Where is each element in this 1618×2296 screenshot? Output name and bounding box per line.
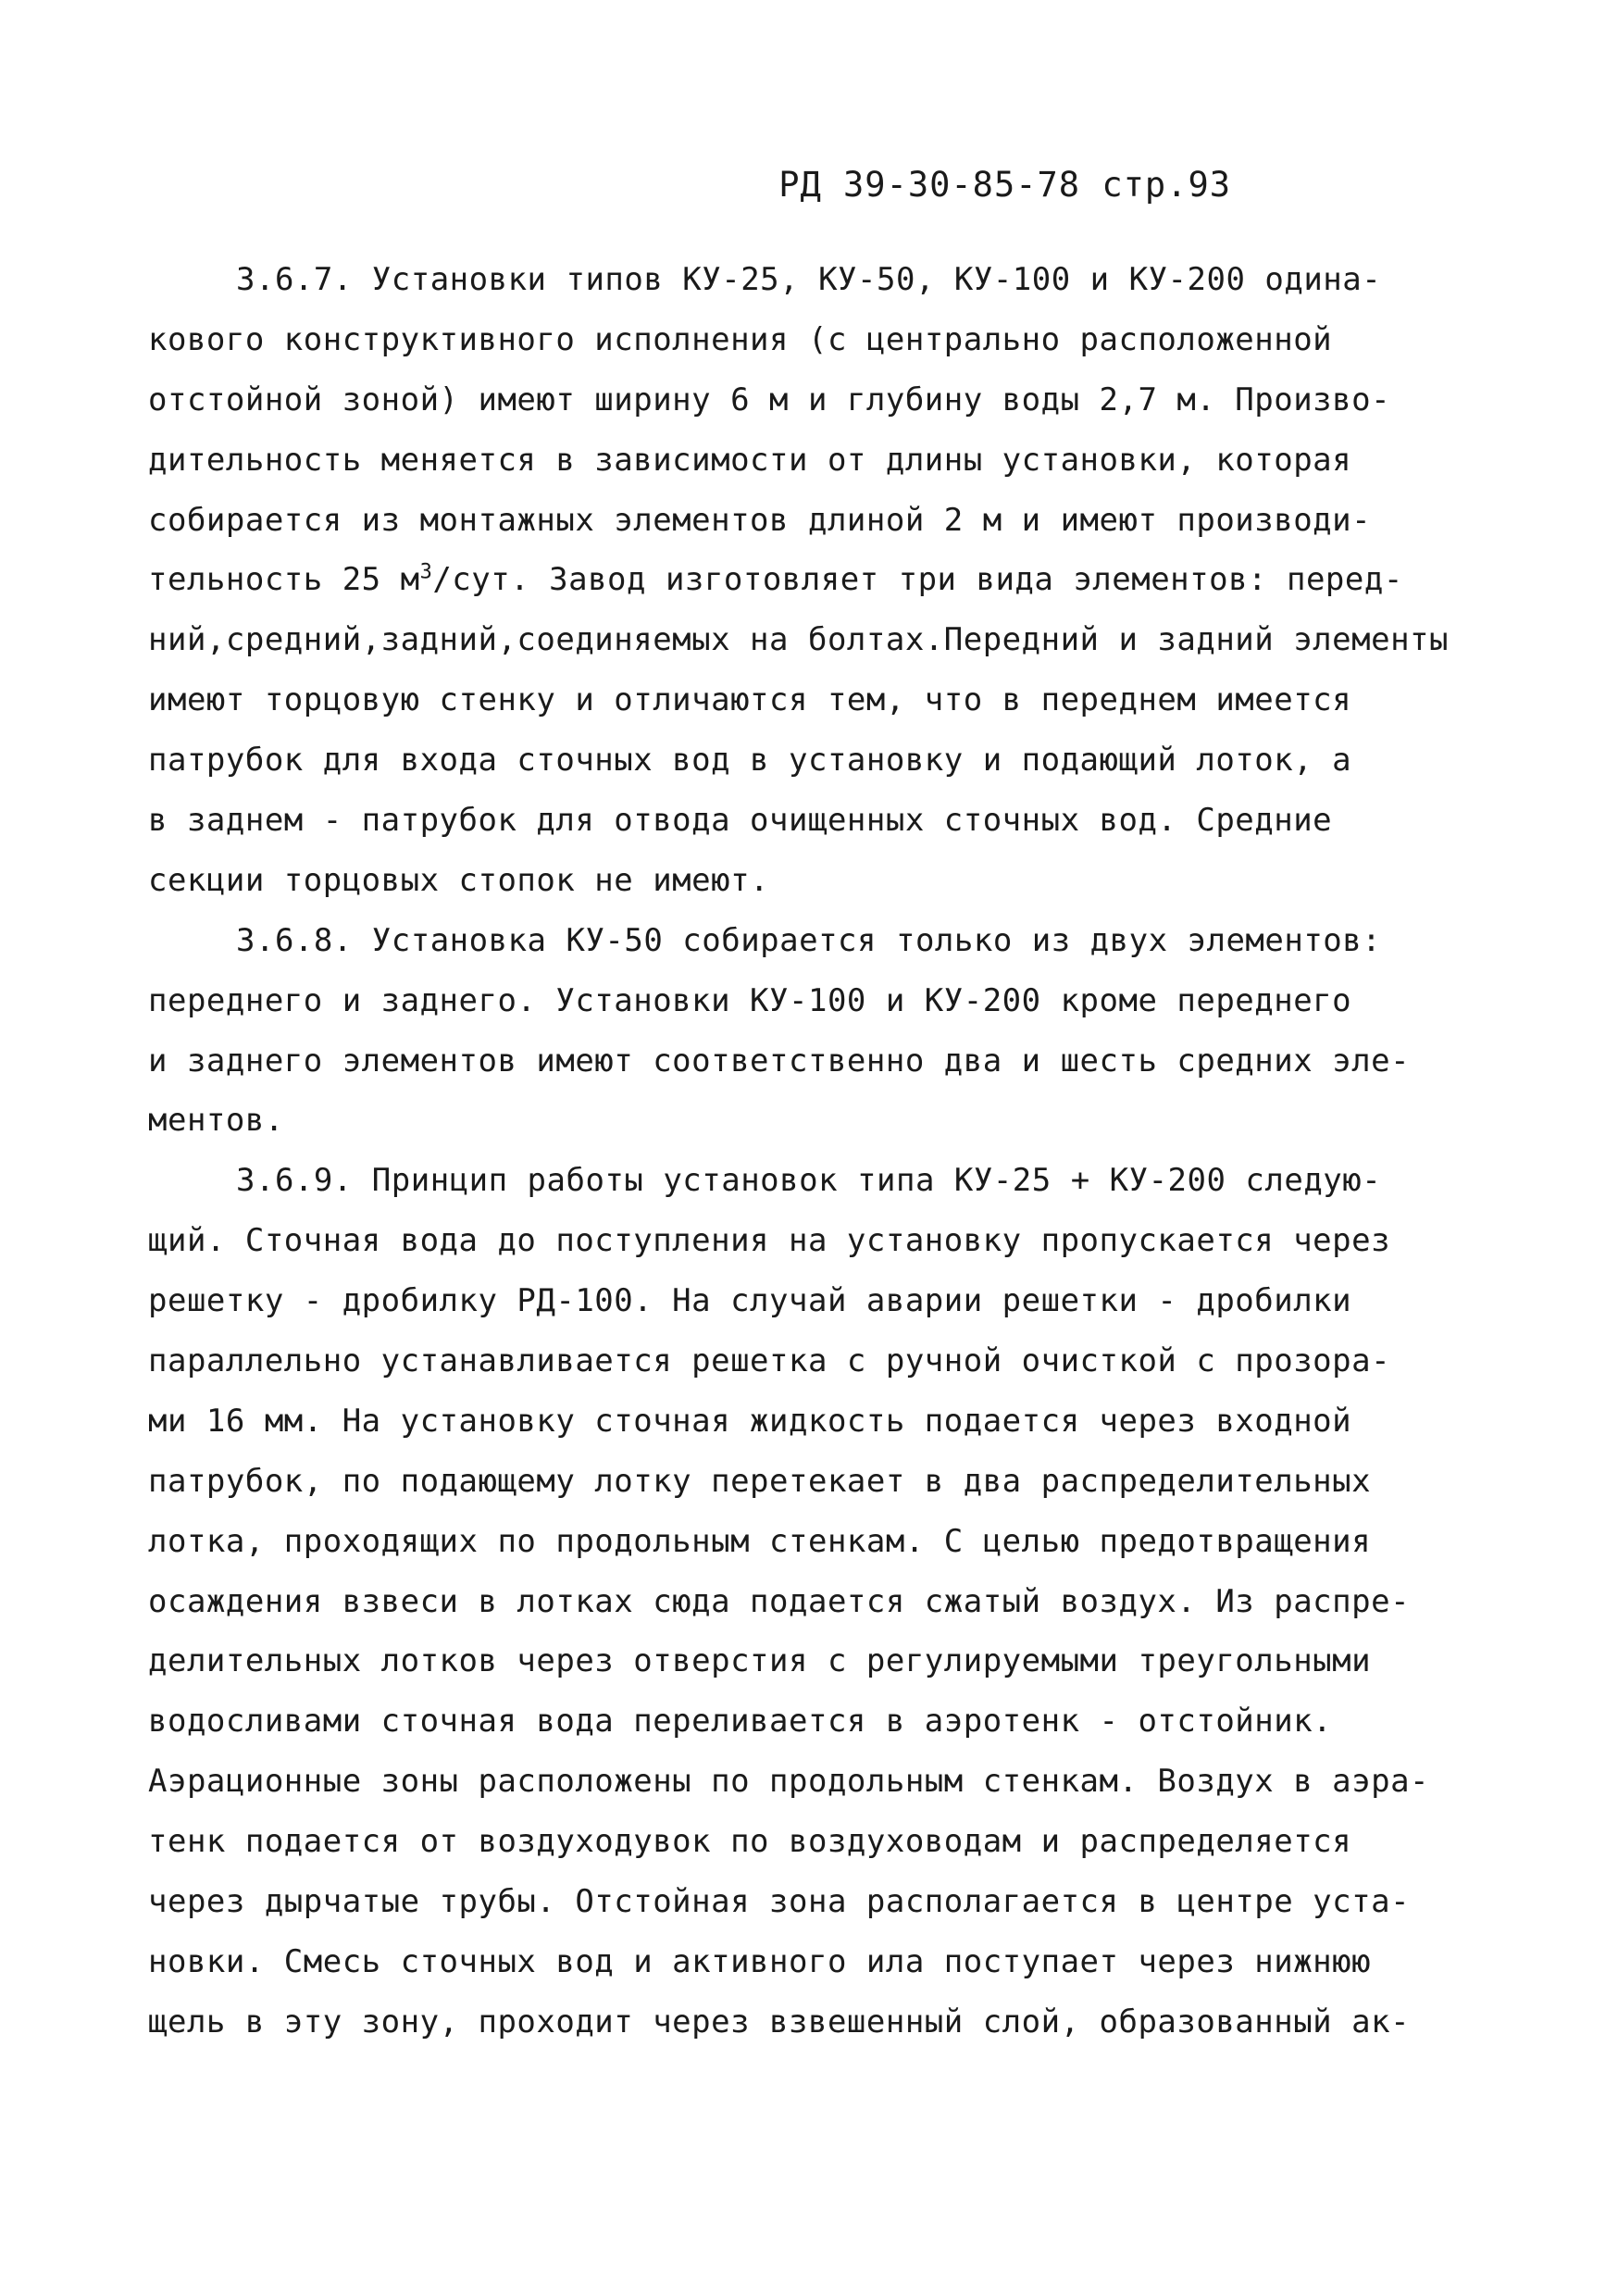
text-fragment: тельность 25 м	[148, 561, 420, 599]
text-line: 3.6.7. Установки типов КУ-25, КУ-50, КУ-100 и КУ-200 одина-	[236, 261, 1382, 298]
text-line	[148, 550, 1472, 610]
text-line: 3.6.8. Установка КУ-50 собирается только из двух элементов:	[236, 921, 1382, 959]
text-line: осаждения взвеси в лотках сюда подается сжатый воздух. Из распре-	[148, 1582, 1411, 1620]
text-line: в заднем - патрубок для отвода очищенных сточных вод. Средние	[148, 802, 1333, 840]
text-line: переднего и заднего. Установки КУ-100 и КУ-200 кроме переднего	[148, 981, 1352, 1019]
text-line: и заднего элементов имеют соответственно два и шесть средних эле-	[148, 1042, 1411, 1079]
paragraph-3-6-8	[148, 911, 1472, 1152]
text-line: собирается из монтажных элементов длиной 2 м и имеют производи-	[148, 501, 1372, 539]
text-fragment: /сут. Завод изготовляет три вида элементов: перед-	[432, 561, 1403, 599]
text-line: делительных лотков через отверстия с регулируемыми треугольными	[148, 1642, 1372, 1680]
text-line: решетку - дробилку РД-100. На случай аварии решетки - дробилки	[148, 1282, 1352, 1320]
text-line: ментов.	[148, 1102, 284, 1140]
page-header: РД 39-30-85-78 стр.93	[778, 165, 1231, 205]
text-line: щель в эту зону, проходит через взвешенный слой, образованный ак-	[148, 2003, 1411, 2040]
text-line: кового конструктивного исполнения (с центрально расположенной	[148, 320, 1333, 358]
text-line: 3.6.9. Принцип работы установок типа КУ-25 + КУ-200 следую-	[236, 1162, 1382, 1200]
text-line: водосливами сточная вода переливается в аэротенк - отстойник.	[148, 1703, 1333, 1741]
text-line: через дырчатые трубы. Отстойная зона располагается в центре уста-	[148, 1883, 1411, 1921]
superscript-exponent: 3	[419, 561, 433, 585]
text-line: тенк подается от воздуходувок по воздуховодам и распределяется	[148, 1823, 1352, 1861]
text-line: Аэрационные зоны расположены по продольным стенкам. Воздух в аэра-	[148, 1763, 1430, 1801]
text-line: патрубок для входа сточных вод в установку и подающий лоток, а	[148, 742, 1352, 780]
text-line: параллельно устанавливается решетка с ручной очисткой с прозора-	[148, 1342, 1391, 1380]
paragraph-3-6-9	[148, 1151, 1472, 2052]
text-line: секции торцовых стопок не имеют.	[148, 861, 770, 899]
text-line: патрубок, по подающему лотку перетекает в два распределительных	[148, 1462, 1372, 1500]
text-line: ний,средний,задний,соединяемых на болтах.Передний и задний элементы	[148, 621, 1449, 659]
document-body	[148, 250, 1472, 2053]
paragraph-3-6-7	[148, 250, 1472, 911]
text-line: ми 16 мм. На установку сточная жидкость подается через входной	[148, 1402, 1352, 1440]
text-line: имеют торцовую стенку и отличаются тем, что в переднем имеется	[148, 681, 1352, 719]
text-line: отстойной зоной) имеют ширину 6 м и глубину воды 2,7 м. Произво-	[148, 381, 1391, 418]
text-line: дительность меняется в зависимости от длины установки, которая	[148, 441, 1352, 479]
text-line: новки. Смесь сточных вод и активного ила поступает через нижнюю	[148, 1942, 1372, 1980]
text-line: лотка, проходящих по продольным стенкам. С целью предотвращения	[148, 1522, 1372, 1560]
text-line: щий. Сточная вода до поступления на установку пропускается через	[148, 1222, 1391, 1260]
